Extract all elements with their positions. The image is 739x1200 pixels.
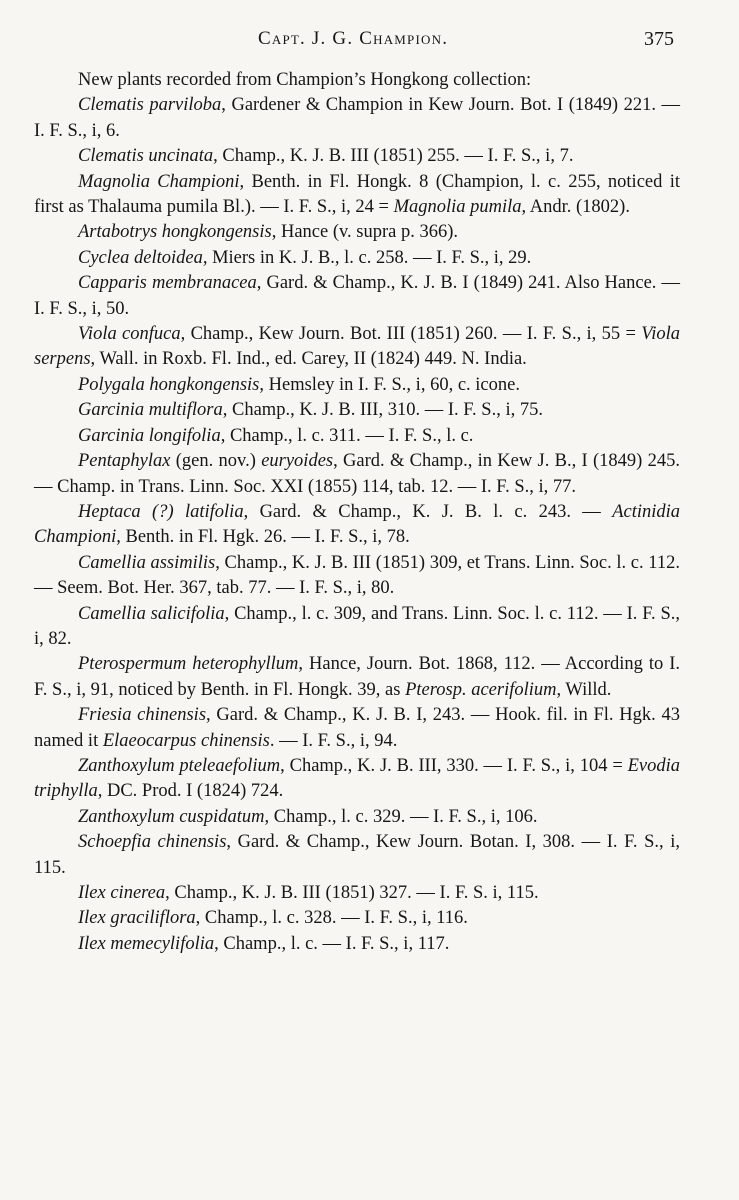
species-name: Ilex cinerea	[78, 883, 166, 903]
citation-text: , DC. Prod. I (1824) 724.	[97, 781, 284, 802]
synonym-name: Magnolia pumila	[393, 197, 522, 218]
species-name: Garcinia longifolia	[78, 425, 221, 446]
species-name: Clematis uncinata	[78, 146, 214, 167]
citation-text: , Gard. & Champ., in Kew J. B., I (1849) 245. — Champ. in Trans. Linn. Soc. XXI (1855) 114, tab. 12. — I. F. S., i, 77.	[34, 451, 680, 497]
citation-text: , Andr. (1802).	[521, 197, 630, 218]
species-name: Clematis parviloba	[78, 95, 222, 116]
species-entry	[34, 322, 680, 373]
species-name: Camellia assimilis	[78, 552, 216, 573]
citation-text: (gen. nov.)	[170, 451, 262, 472]
species-name: Pentaphylax	[78, 451, 171, 472]
species-entry	[34, 449, 680, 500]
species-name: Ilex graciliflora	[78, 908, 196, 929]
synonym-name: Viola serpens	[34, 324, 680, 370]
species-name: Capparis membranacea	[78, 273, 257, 294]
species-name: Artabotrys hongkongensis	[78, 222, 272, 243]
species-entry	[34, 93, 680, 144]
species-name: Garcinia multiflora	[78, 400, 223, 421]
species-name: Viola confuca	[78, 324, 181, 345]
species-name: Camellia salicifolia	[78, 603, 225, 624]
citation-text: , Hance, Journ. Bot. 1868, 112. — According to I. F. S., i, 91, noticed by Benth. in Fl. Hongk. 39, as	[34, 654, 680, 700]
intro-paragraph: New plants recorded from Champion’s Hongkong collection:	[78, 70, 532, 90]
document-body	[34, 68, 680, 957]
citation-text: , Champ., K. J. B. III (1851) 327. — I. F. S. i, 115.	[165, 883, 539, 903]
species-name: Cyclea deltoidea	[78, 247, 203, 268]
species-name: Friesia chinensis	[78, 705, 207, 726]
species-name: Ilex memecylifolia	[78, 933, 215, 954]
synonym-name: Pterosp. acerifolium	[405, 679, 557, 700]
citation-text: , Gard. & Champ., K. J. B. I (1849) 241. Also Hance. — I. F. S., i, 50.	[34, 273, 680, 319]
citation-text: , Champ., l. c. — I. F. S., i, 117.	[214, 933, 450, 954]
synonym-name: Elaeocarpus chinensis	[102, 730, 270, 751]
citation-text: , Champ., l. c. 309, and Trans. Linn. Soc. l. c. 112. — I. F. S., i, 82.	[34, 603, 680, 649]
citation-text: , Benth. in Fl. Hgk. 26. — I. F. S., i, 78.	[116, 527, 410, 548]
citation-text: , Champ., l. c. 311. — I. F. S., l. c.	[220, 425, 474, 446]
species-entry	[34, 144, 680, 169]
running-head	[0, 28, 739, 56]
citation-text: , Gard. & Champ., K. J. B. I, 243. — Hook. fil. in Fl. Hgk. 43 named it	[34, 705, 680, 751]
species-entry	[34, 652, 680, 703]
species-entry	[34, 754, 680, 805]
citation-text: , Champ., K. J. B. III (1851) 309, et Trans. Linn. Soc. l. c. 112. — Seem. Bot. Her. 367, tab. 77. — I. F. S., i, 80.	[34, 552, 680, 599]
citation-text: , Gard. & Champ., Kew Journ. Botan. I, 308. — I. F. S., i, 115.	[34, 832, 680, 878]
species-entry	[34, 246, 680, 271]
species-entry	[34, 881, 680, 906]
species-name: Heptaca (?) latifolia	[78, 501, 244, 522]
species-entry	[34, 830, 680, 881]
citation-text: , Miers in K. J. B., l. c. 258. — I. F. S., i, 29.	[202, 247, 532, 268]
citation-text: , Champ., l. c. 329. — I. F. S., i, 106.	[264, 806, 538, 827]
citation-text: , Champ., K. J. B. III (1851) 255. — I. F. S., i, 7.	[213, 146, 574, 167]
species-entry	[34, 170, 680, 221]
citation-text: , Champ., K. J. B. III, 330. — I. F. S., i, 104 =	[280, 755, 628, 776]
species-name: Polygala hongkongensis	[78, 374, 260, 395]
species-entry	[34, 500, 680, 551]
species-name: Schoepfia chinensis	[78, 832, 227, 853]
species-entry	[34, 906, 680, 931]
species-entry	[34, 602, 680, 653]
species-entry	[34, 220, 680, 245]
citation-text: , Hance (v. supra p. 366).	[271, 222, 459, 243]
species-entry	[34, 398, 680, 423]
species-entry	[34, 932, 680, 957]
citation-text: , Wall. in Roxb. Fl. Ind., ed. Carey, II (1824) 449. N. India.	[90, 349, 527, 370]
citation-text: , Champ., Kew Journ. Bot. III (1851) 260. — I. F. S., i, 55 =	[180, 324, 642, 345]
species-name: Magnolia Championi	[78, 171, 240, 192]
species-entry	[34, 703, 680, 754]
citation-text: , Gard. & Champ., K. J. B. l. c. 243. —	[243, 501, 613, 522]
citation-text: , Benth. in Fl. Hongk. 8 (Champion, l. c. 255, noticed it first as Thalauma pumila Bl.). — I. F. S., i, 24 =	[34, 171, 680, 218]
species-entry	[34, 271, 680, 322]
species-entry	[34, 805, 680, 830]
species-list	[34, 93, 680, 957]
species-name: Zanthoxylum pteleaefolium	[78, 755, 281, 776]
synonym-name: euryoides	[261, 451, 334, 472]
species-name: Pterospermum heterophyllum	[78, 654, 299, 675]
synonym-name: Evodia triphylla	[34, 755, 681, 802]
synonym-name: Actinidia Championi	[34, 501, 681, 548]
citation-text: , Gardener & Champion in Kew Journ. Bot. I (1849) 221. — I. F. S., i, 6.	[34, 95, 680, 141]
citation-text: , Hemsley in I. F. S., i, 60, c. icone.	[259, 374, 520, 395]
page-number: 375	[644, 28, 674, 50]
species-entry	[34, 373, 680, 398]
citation-text: , Champ., l. c. 328. — I. F. S., i, 116.	[195, 908, 468, 929]
citation-text: , Champ., K. J. B. III, 310. — I. F. S., i, 75.	[222, 400, 543, 421]
citation-text: . — I. F. S., i, 94.	[269, 730, 398, 751]
citation-text: , Willd.	[556, 679, 612, 700]
running-head-title: Capt. J. G. Champion.	[258, 28, 449, 49]
species-entry	[34, 424, 680, 449]
species-name: Zanthoxylum cuspidatum	[78, 806, 265, 827]
species-entry	[34, 551, 680, 602]
